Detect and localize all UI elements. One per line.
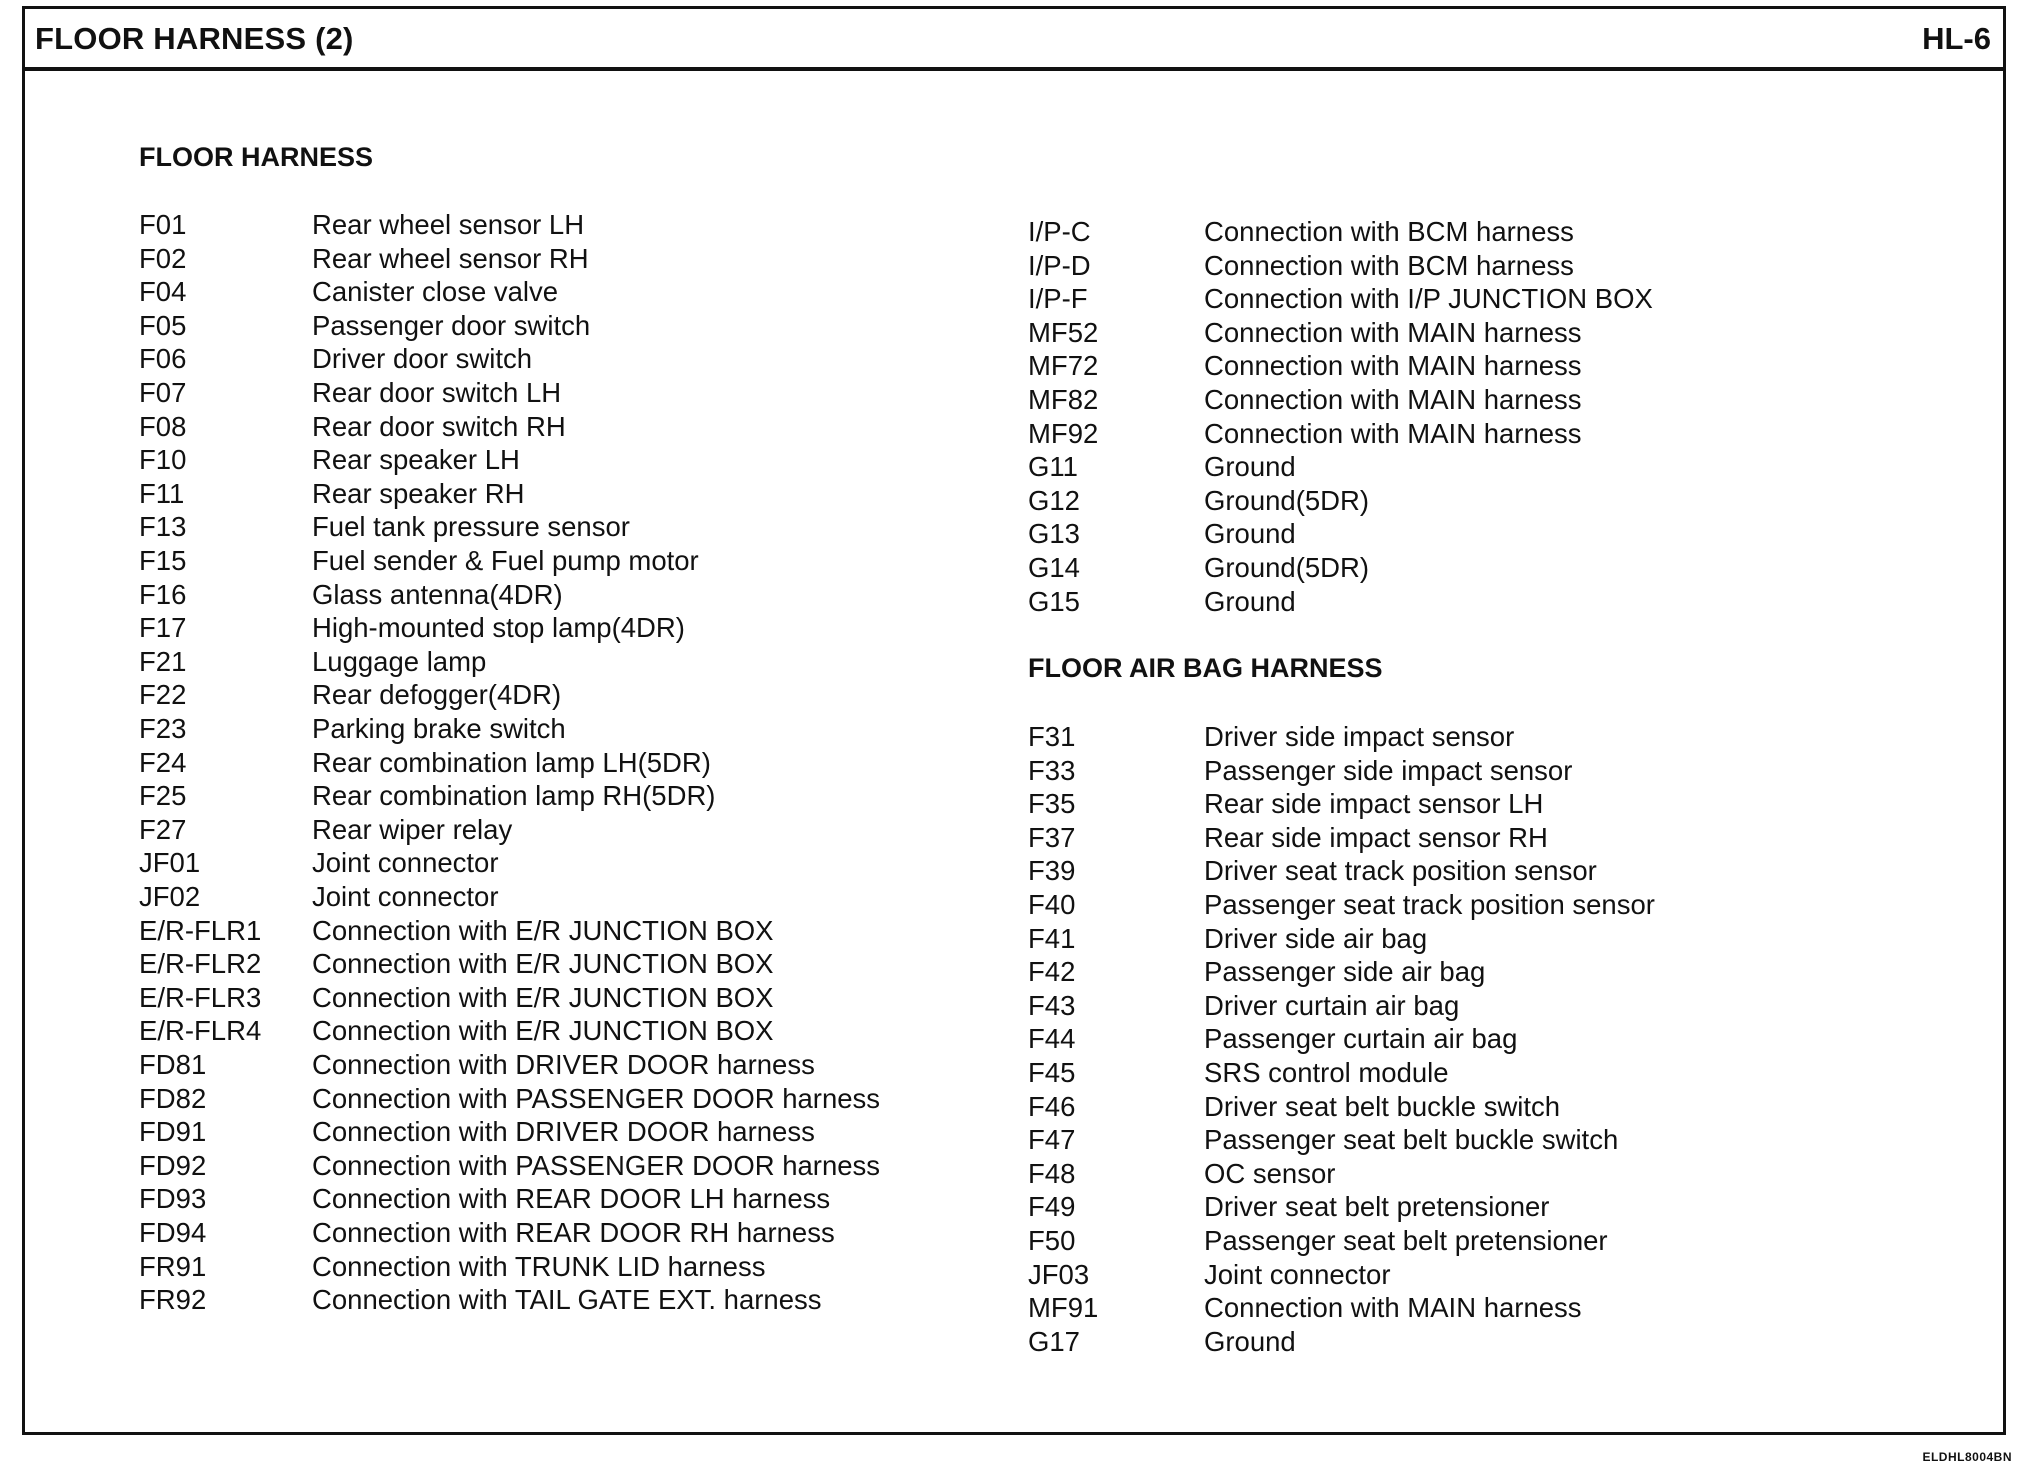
connector-code: F17: [139, 612, 187, 644]
connector-description: Canister close valve: [312, 276, 559, 308]
connector-description: Ground(5DR): [1204, 484, 1370, 516]
connector-code: E/R-FLR2: [139, 948, 262, 980]
connector-description: Passenger curtain air bag: [1204, 1023, 1518, 1055]
connector-description: Rear speaker LH: [312, 444, 520, 476]
connector-description: Connection with PASSENGER DOOR harness: [312, 1149, 881, 1181]
connector-code: F50: [1028, 1225, 1076, 1256]
connector-description: Connection with BCM harness: [1204, 249, 1574, 281]
connector-code: F45: [1028, 1057, 1076, 1088]
connector-description: Rear wheel sensor LH: [312, 209, 585, 240]
connector-code: E/R-FLR3: [139, 981, 262, 1013]
connector-code: I/P-F: [1028, 283, 1088, 315]
connector-description: Rear door switch RH: [312, 410, 566, 442]
connector-code: F48: [1028, 1157, 1076, 1189]
connector-code: F31: [1028, 721, 1076, 752]
connector-description: Connection with PASSENGER DOOR harness: [312, 1082, 881, 1114]
connector-code: FD81: [139, 1049, 207, 1080]
connector-description: Joint connector: [1204, 1258, 1391, 1290]
connector-code: F41: [1028, 922, 1076, 954]
connector-description: Driver curtain air bag: [1204, 989, 1460, 1021]
connector-code: F42: [1028, 956, 1076, 988]
connector-description: Connection with E/R JUNCTION BOX: [312, 981, 774, 1013]
connector-code: F39: [1028, 855, 1076, 887]
connector-code: F37: [1028, 821, 1076, 853]
connector-code: F24: [139, 746, 187, 778]
connector-code: FR92: [139, 1284, 207, 1316]
connector-description: Driver side air bag: [1204, 922, 1428, 954]
connector-description: Connection with DRIVER DOOR harness: [312, 1049, 815, 1080]
floor-airbag-harness-heading: FLOOR AIR BAG HARNESS: [1028, 653, 1383, 683]
connector-description: Rear wheel sensor RH: [312, 242, 589, 274]
connector-description: Parking brake switch: [312, 713, 566, 744]
connector-code: F40: [1028, 889, 1076, 920]
connector-code: E/R-FLR1: [139, 914, 262, 946]
connector-code: MF82: [1028, 384, 1099, 415]
connector-code: G11: [1028, 451, 1078, 483]
connector-description: Connection with MAIN harness: [1204, 316, 1582, 348]
connector-code: F10: [139, 444, 187, 476]
connector-description: Ground: [1204, 585, 1296, 617]
connector-description: Connection with REAR DOOR RH harness: [312, 1217, 835, 1248]
connector-code: F23: [139, 713, 187, 744]
connector-description: Rear door switch LH: [312, 377, 562, 408]
connector-code: F27: [139, 813, 187, 845]
connector-description: Joint connector: [312, 847, 499, 879]
connector-code: G13: [1028, 518, 1080, 550]
connector-code: F22: [139, 679, 187, 711]
connector-code: MF52: [1028, 316, 1099, 348]
connector-code: G17: [1028, 1325, 1080, 1357]
connector-code: F06: [139, 343, 187, 375]
connector-description: Ground(5DR): [1204, 552, 1370, 583]
connector-description: SRS control module: [1204, 1057, 1449, 1088]
page-code: HL-6: [1922, 21, 1991, 56]
connector-code: G14: [1028, 552, 1080, 583]
connector-description: Connection with E/R JUNCTION BOX: [312, 914, 774, 946]
connector-description: Rear defogger(4DR): [312, 679, 562, 711]
connector-description: Connection with MAIN harness: [1204, 384, 1582, 415]
connector-code: F49: [1028, 1191, 1076, 1223]
page-header: [25, 9, 2003, 71]
connector-code: F02: [139, 242, 187, 274]
connector-description: Connection with DRIVER DOOR harness: [312, 1116, 815, 1148]
connector-code: G15: [1028, 585, 1080, 617]
connector-description: Rear wiper relay: [312, 813, 513, 845]
connector-description: Passenger door switch: [312, 309, 591, 341]
connector-description: Connection with MAIN harness: [1204, 417, 1582, 449]
connector-code: F46: [1028, 1090, 1076, 1122]
connector-description: Driver side impact sensor: [1204, 721, 1515, 752]
connector-description: Connection with E/R JUNCTION BOX: [312, 948, 774, 980]
connector-code: FD91: [139, 1116, 207, 1148]
connector-description: Rear side impact sensor RH: [1204, 821, 1548, 853]
connector-code: F08: [139, 410, 187, 442]
connector-description: Rear combination lamp LH(5DR): [312, 746, 711, 778]
connector-code: MF91: [1028, 1292, 1099, 1324]
connector-code: JF01: [139, 847, 201, 879]
connector-description: Fuel sender & Fuel pump motor: [312, 545, 699, 576]
connector-description: Driver seat belt pretensioner: [1204, 1191, 1550, 1223]
connector-code: F35: [1028, 788, 1076, 820]
connector-code: F07: [139, 377, 187, 408]
connector-description: Connection with REAR DOOR LH harness: [312, 1183, 831, 1215]
connector-code: JF02: [139, 881, 201, 912]
connector-code: F16: [139, 578, 187, 610]
connector-code: F44: [1028, 1023, 1076, 1055]
connector-description: Connection with MAIN harness: [1204, 350, 1582, 382]
connector-code: FD92: [139, 1149, 207, 1181]
connector-code: F11: [139, 477, 185, 509]
connector-description: Joint connector: [312, 881, 499, 912]
connector-description: Connection with E/R JUNCTION BOX: [312, 1015, 774, 1047]
connector-code: MF72: [1028, 350, 1099, 382]
connector-description: Driver seat track position sensor: [1204, 855, 1597, 887]
connector-code: I/P-C: [1028, 216, 1091, 247]
connector-code: F43: [1028, 989, 1076, 1021]
connector-description: Rear combination lamp RH(5DR): [312, 780, 716, 812]
connector-code: F15: [139, 545, 187, 576]
connector-code: E/R-FLR4: [139, 1015, 262, 1047]
floor-harness-heading: FLOOR HARNESS: [139, 142, 374, 172]
connector-description: High-mounted stop lamp(4DR): [312, 612, 685, 644]
connector-description: Passenger seat belt pretensioner: [1204, 1225, 1608, 1256]
connector-description: Ground: [1204, 1325, 1296, 1357]
connector-code: FR91: [139, 1250, 207, 1282]
page-title: FLOOR HARNESS (2): [35, 21, 354, 56]
connector-description: Connection with I/P JUNCTION BOX: [1204, 283, 1653, 315]
connector-description: Connection with TAIL GATE EXT. harness: [312, 1284, 822, 1316]
connector-description: Ground: [1204, 518, 1296, 550]
connector-code: FD82: [139, 1082, 207, 1114]
connector-code: JF03: [1028, 1258, 1090, 1290]
connector-description: Connection with BCM harness: [1204, 216, 1574, 247]
connector-code: F25: [139, 780, 187, 812]
connector-description: Passenger side air bag: [1204, 956, 1486, 988]
connector-description: Luggage lamp: [312, 645, 487, 677]
connector-description: Fuel tank pressure sensor: [312, 511, 630, 543]
connector-code: FD93: [139, 1183, 207, 1215]
connector-code: FD94: [139, 1217, 207, 1248]
connector-code: I/P-D: [1028, 249, 1091, 281]
connector-description: Connection with MAIN harness: [1204, 1292, 1582, 1324]
connector-description: Glass antenna(4DR): [312, 578, 563, 610]
connector-description: Ground: [1204, 451, 1296, 483]
connector-description: Driver door switch: [312, 343, 533, 375]
connector-description: Rear side impact sensor LH: [1204, 788, 1544, 820]
connector-description: Passenger seat belt buckle switch: [1204, 1124, 1619, 1156]
connector-code: F01: [139, 209, 187, 240]
connector-code: F47: [1028, 1124, 1076, 1156]
connector-code: F13: [139, 511, 187, 543]
connector-description: Passenger seat track position sensor: [1204, 889, 1655, 920]
connector-description: Connection with TRUNK LID harness: [312, 1250, 766, 1282]
connector-description: Passenger side impact sensor: [1204, 754, 1573, 786]
connector-code: F21: [139, 645, 187, 677]
figure-code: ELDHL8004BN: [1922, 1450, 2012, 1464]
connector-code: F05: [139, 309, 187, 341]
connector-code: F04: [139, 276, 187, 308]
connector-description: Rear speaker RH: [312, 477, 525, 509]
connector-description: Driver seat belt buckle switch: [1204, 1090, 1561, 1122]
connector-code: F33: [1028, 754, 1076, 786]
connector-code: G12: [1028, 484, 1080, 516]
connector-code: MF92: [1028, 417, 1099, 449]
connector-description: OC sensor: [1204, 1157, 1336, 1189]
